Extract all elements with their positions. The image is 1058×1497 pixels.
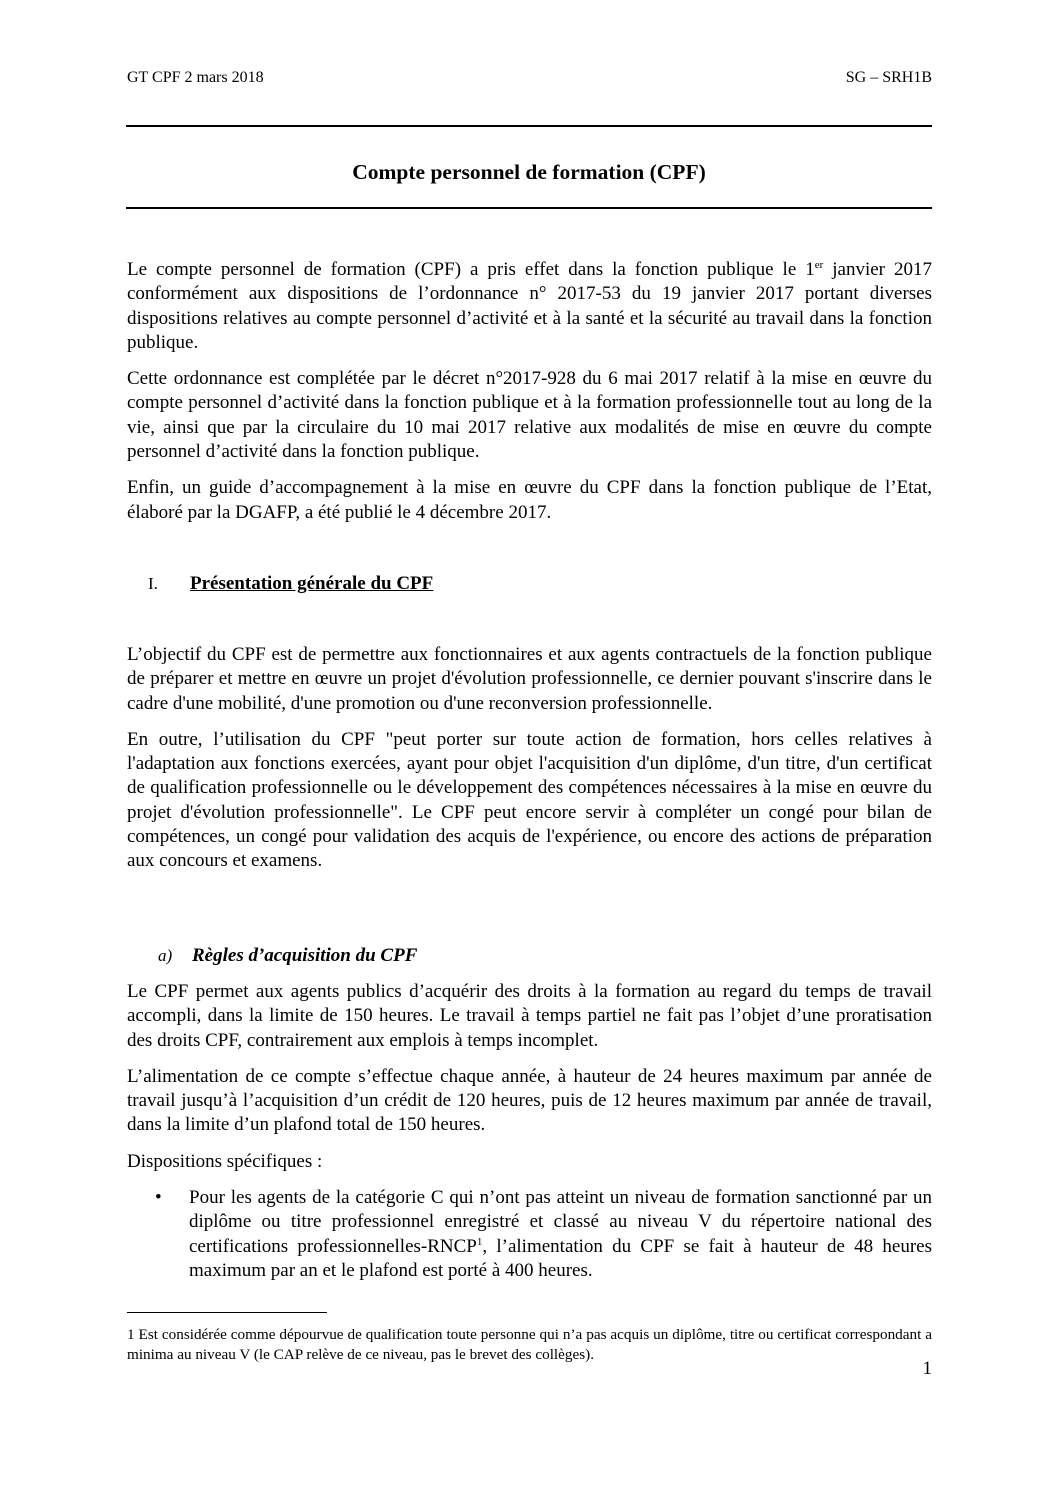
intro-paragraph-1: Le compte personnel de formation (CPF) a pris effet dans la fonction publique le 1er janvier 2017 conformément aux dispositions de l’ordonnance n° 2017-53 du 19 janvier 2017 portant diverses dispositions relatives au compte personnel d’activité et à la santé et la sécurité au travail dans la fonction publique. [127, 259, 932, 353]
subsection-a-heading [158, 945, 417, 967]
list-item: • Pour les agents de la catégorie C qui n’ont pas atteint un niveau de formation sanctionné par un diplôme ou titre professionnel enregistré et classé au niveau V du répertoire national des certifications professionnelles-RNCP$^1$, l’alimentation du CPF se fait à hauteur de 48 heures maximum par an et le plafond est porté à 400 heures. [155, 1187, 932, 1281]
page-number: 1 [922, 1358, 932, 1379]
section-1-paragraph-2: En outre, l’utilisation du CPF "peut porter sur toute action de formation, hors celles relatives à l'adaptation aux fonctions exercées, ayant pour objet l'acquisition d'un diplôme, d'un titre, d'un certificat de qualification professionnelle ou le développement des compétences nécessaires à la mise en œuvre du projet d'évolution professionnelle". Le CPF peut encore servir à compléter un congé pour bilan de compétences, un congé pour validation des acquis de l'expérience, ou encore des actions de préparation aux concours et examens. [127, 728, 932, 872]
section-1-heading [148, 573, 433, 595]
section-1-title: Présentation générale du CPF [190, 573, 434, 594]
section-1-block [127, 643, 932, 886]
subsection-a-paragraph-2: L’alimentation de ce compte s’effectue chaque année, à hauteur de 24 heures maximum par année de travail jusqu’à l’acquisition d’un crédit de 120 heures, puis de 12 heures maximum par année de travail, dans la limite d’un plafond total de 150 heures. [127, 1065, 932, 1136]
document-title: Compte personnel de formation (CPF) [352, 160, 706, 184]
intro-paragraph-3: Enfin, un guide d’accompagnement à la mise en œuvre du CPF dans la fonction publique de l’Etat, élaboré par la DGAFP, a été publié le 4 décembre 2017. [127, 477, 932, 523]
superscript-er: er [814, 259, 824, 271]
subsection-a-paragraph-3: Dispositions spécifiques : [127, 1150, 323, 1172]
subsection-a-title: Règles d’acquisition du CPF [192, 945, 418, 966]
subsection-a-number: a) [158, 946, 173, 965]
subsection-a-block [127, 980, 932, 1283]
specific-provisions-list [127, 1186, 932, 1283]
section-1-number: I. [148, 574, 158, 593]
header-left: GT CPF 2 mars 2018 [127, 69, 264, 86]
footnote: 1 Est considérée comme dépourvue de qualification toute personne qui n’a pas acquis un diplôme, titre ou certificat correspondant a minima au niveau V (le CAP relève de ce niveau, pas le brevet des collèges). [127, 1326, 932, 1363]
section-1-paragraph-1: L’objectif du CPF est de permettre aux fonctionnaires et aux agents contractuels de la fonction publique de préparer et mettre en œuvre un projet d'évolution professionnelle, ce dernier pouvant s'inscrire dans le cadre d'une mobilité, d'une promotion ou d'une reconversion professionnelle. [127, 644, 932, 714]
title-rule-top [126, 125, 932, 127]
footnote-separator [127, 1312, 327, 1313]
intro-paragraph-2: Cette ordonnance est complétée par le décret n°2017-928 du 6 mai 2017 relatif à la mise en œuvre du compte personnel d’activité dans la fonction publique et à la formation professionnelle tout au long de la vie, ainsi que par la circulaire du 10 mai 2017 relative aux modalités de mise en œuvre du compte personnel d’activité dans la fonction publique. [127, 368, 932, 463]
subsection-a-paragraph-1: Le CPF permet aux agents publics d’acquérir des droits à la formation au regard du temps de travail accompli, dans la limite de 150 heures. Le travail à temps partiel ne fait pas l’objet d’une proratisation des droits CPF, contrairement aux emplois à temps incomplet. [127, 981, 932, 1051]
footnote-reference[interactable]: 1 [476, 1235, 483, 1248]
intro-block [127, 258, 932, 537]
bullet-icon: • [155, 1187, 162, 1209]
title-rule-bottom [126, 207, 932, 209]
header-right: SG – SRH1B [845, 69, 932, 86]
